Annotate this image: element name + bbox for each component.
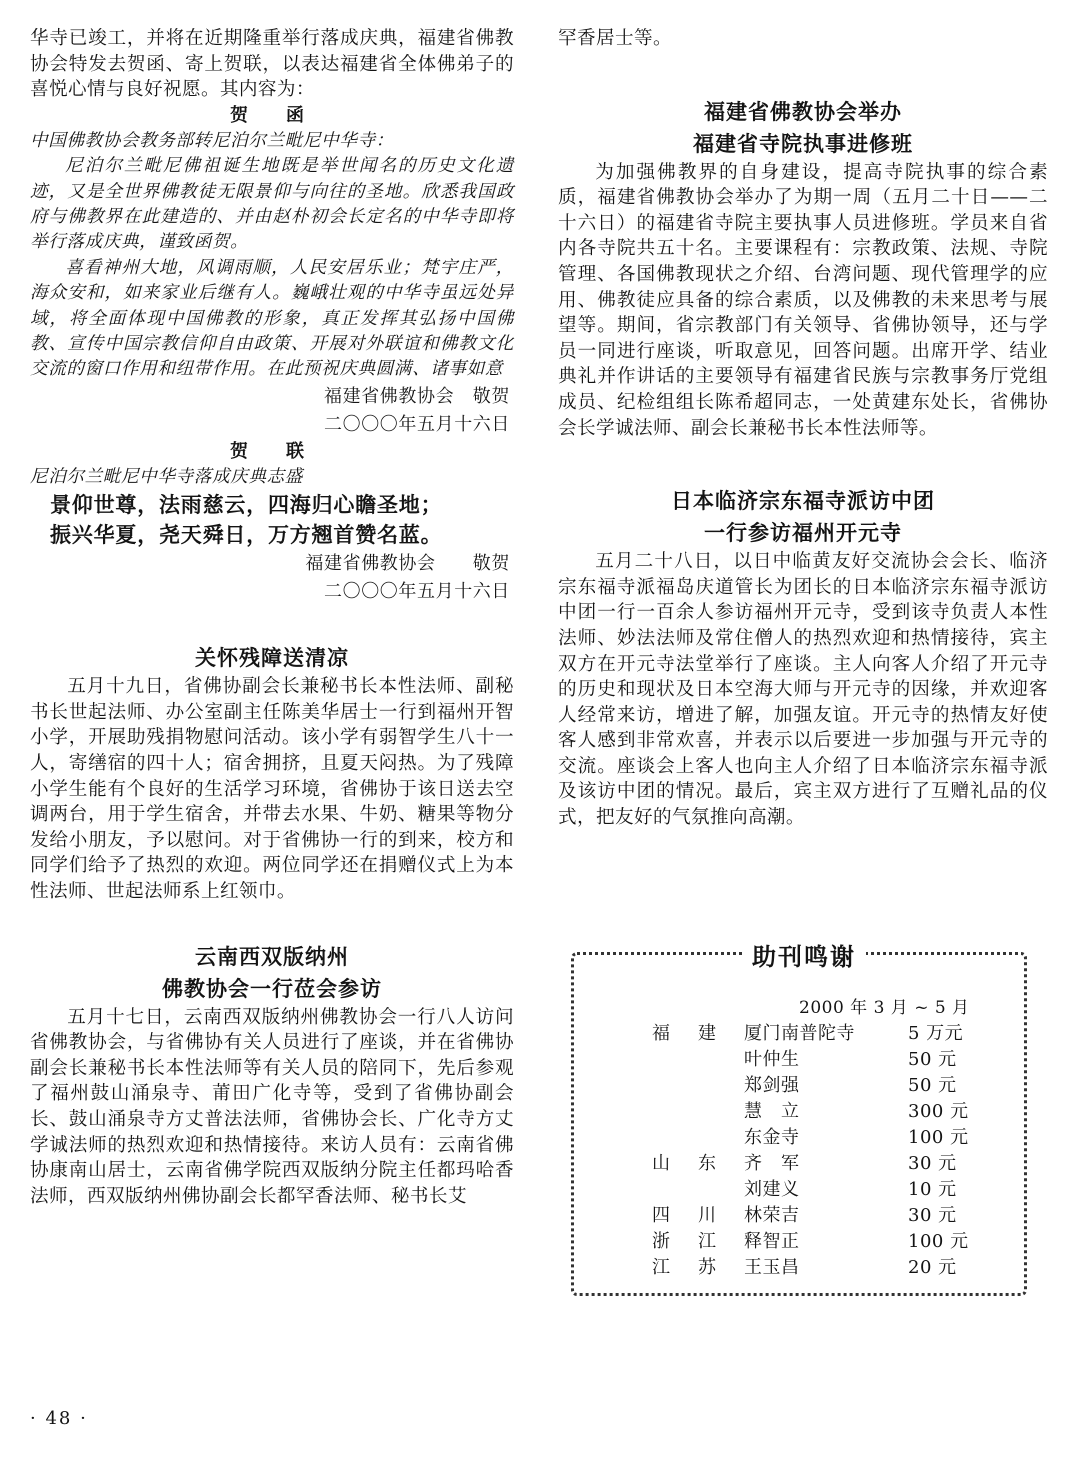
donor-amount: 100 元 — [908, 1127, 969, 1148]
donor-province — [652, 1097, 744, 1123]
intro-paragraph: 华寺已竣工，并将在近期隆重举行落成庆典，福建省佛教协会特发去贺函、寄上贺联，以表达福建省全体佛弟子的喜悦心情与良好祝愿。其内容为： — [30, 28, 514, 101]
donor-province — [652, 1123, 744, 1149]
donor-amount: 5 万元 — [908, 1023, 964, 1044]
section-title-training-line1: 福建省佛教协会举办 — [704, 99, 902, 124]
donor-row — [652, 1253, 969, 1279]
donor-name: 林荣吉 — [744, 1205, 800, 1226]
couplet-subtitle: 尼泊尔兰毗尼中华寺落成庆典志盛 — [30, 466, 303, 487]
section-title-japan-line1: 日本临济宗东福寺派访中团 — [671, 489, 935, 514]
letter-paragraph-2: 喜看神州大地，风调雨顺，人民安居乐业；梵宇庄严，海众安和，如来家业后继有人。巍峨壮观的中华寺虽远处异域，将全面体现中国佛教的形象，真正发挥其弘扬中国佛教、宣传中国宗教信仰自由政策、开展对外联谊和佛教文化交流的窗口作用和纽带作用。在此预祝庆典圆满、诸事如意 — [30, 257, 514, 380]
donor-row — [652, 1201, 969, 1227]
donor-amount: 100 元 — [908, 1231, 969, 1252]
donor-amount: 10 元 — [908, 1179, 957, 1200]
section-body-disability-care: 五月十九日，省佛协副会长兼秘书长本性法师、副秘书长世起法师、办公室副主任陈美华居士一行到福州开智小学，开展助残捐物慰问活动。该小学有弱智学生八十一人，寄缮宿的四十人；宿舍拥挤，且夏天闷热。为了残障小学生能有个良好的生活学习环境，省佛协于该日送去空调两台，用于学生宿舍，并带去水果、牛奶、糖果等物分发给小朋友，予以慰问。对于省佛协一行的到来，校方和同学们给予了热烈的欢迎。两位同学还在捐赠仪式上为本性法师、世起法师系上红领巾。 — [30, 676, 514, 902]
donor-amount: 20 元 — [908, 1257, 957, 1278]
donor-province — [652, 1175, 744, 1201]
acknowledgement-period: 2000 年 3 月 ~ 5 月 — [799, 998, 970, 1018]
donor-row — [652, 1227, 969, 1253]
section-body-japan: 五月二十八日，以日中临黄友好交流协会会长、临济宗东福寺派福岛庆道管长为团长的日本临济宗东福寺派访中团一行一百余人参访福州开元寺，受到该寺负责人本性法师、妙法法师及常住僧人的热烈欢迎和热情接待，宾主双方在开元寺法堂举行了座谈。主人向客人介绍了开元寺的历史和现状及日本空海大师与开元寺的因缘，并欢迎客人经常来访，增进了解，加强友谊。开元寺的热情友好使客人感到非常欢喜，并表示以后要进一步加强与开元寺的交流。座谈会上客人也向主人介绍了日本临济宗东福寺派及该访中团的情况。最后，宾主双方进行了互赠礼品的仪式，把友好的气氛推向高潮。 — [558, 551, 1048, 829]
donor-row — [652, 1175, 969, 1201]
couplet-signature-org: 福建省佛教协会 敬贺 — [305, 553, 510, 575]
donor-province: 四川 — [652, 1205, 744, 1226]
donor-amount: 50 元 — [908, 1049, 957, 1070]
donor-province: 福建 — [652, 1023, 744, 1044]
donor-name: 厦门南普陀寺 — [744, 1023, 855, 1044]
donor-name: 慧 立 — [744, 1101, 800, 1122]
donor-amount: 30 元 — [908, 1153, 957, 1174]
section-title-disability-care: 关怀残障送清凉 — [195, 646, 349, 671]
letter-signature-org: 福建省佛教协会 敬贺 — [324, 385, 510, 407]
donor-province: 江苏 — [652, 1257, 744, 1278]
section-title-training-line2: 福建省寺院执事进修班 — [693, 131, 913, 156]
letter-addressee: 中国佛教协会教务部转尼泊尔兰毗尼中华寺： — [30, 130, 394, 151]
letter-paragraph-1: 尼泊尔兰毗尼佛祖诞生地既是举世闻名的历史文化遗迹，又是全世界佛教徒无限景仰与向往的圣地。欣悉我国政府与佛教界在此建造的、并由赵朴初会长定名的中华寺即将举行落成庆典，谨致函贺。 — [30, 156, 514, 253]
acknowledgement-box — [571, 943, 1027, 1296]
donor-name: 齐 军 — [744, 1153, 800, 1174]
donor-name: 释智正 — [744, 1231, 800, 1252]
donor-amount: 300 元 — [908, 1101, 969, 1122]
donor-province — [652, 1045, 744, 1071]
couplet-line-1: 景仰世尊，法雨慈云，四海归心瞻圣地； — [50, 493, 443, 518]
donor-row — [652, 1019, 969, 1045]
donor-province: 浙江 — [652, 1231, 744, 1252]
page-number: · 48 · — [30, 1408, 88, 1429]
section-title-yunnan-line2: 佛教协会一行莅会参访 — [162, 976, 382, 1001]
donor-row — [652, 1097, 969, 1123]
couplet-heading: 贺 联 — [230, 440, 314, 462]
donor-name: 刘建义 — [744, 1179, 800, 1200]
section-body-training: 为加强佛教界的自身建设，提高寺院执事的综合素质，福建省佛教协会举办了为期一周（五月二十日——二十六日）的福建省寺院主要执事人员进修班。学员来自省内各寺院共五十名。主要课程有：宗教政策、法规、寺院管理、各国佛教现状之介绍、台湾问题、现代管理学的应用、佛教徒应具备的综合素质，以及佛教的未来思考与展望等。期间，省宗教部门有关领导、省佛协领导，还与学员一同进行座谈，听取意见，回答问题。出席开学、结业典礼并作讲话的主要领导有福建省民族与宗教事务厅党组成员、纪检组组长陈希超同志，一处黄建东处长，省佛协会长学诚法师、副会长兼秘书长本性法师等。 — [558, 161, 1048, 439]
couplet-signature-date: 二〇〇〇年五月十六日 — [324, 581, 510, 603]
left-column — [30, 26, 514, 1209]
donor-row — [652, 1045, 969, 1071]
acknowledgement-title: 助刊鸣谢 — [742, 937, 866, 972]
continued-text: 罕香居士等。 — [558, 28, 672, 49]
donor-province — [652, 1071, 744, 1097]
right-column — [558, 26, 1048, 831]
donor-name: 东金寺 — [744, 1127, 800, 1148]
donor-province: 山东 — [652, 1153, 744, 1174]
donor-name: 王玉昌 — [744, 1257, 800, 1278]
section-body-yunnan: 五月十七日，云南西双版纳州佛教协会一行八人访问省佛教协会，与省佛协有关人员进行了座谈，并在省佛协副会长兼秘书长本性法师等有关人员的陪同下，先后参观了福州鼓山涌泉寺、莆田广化寺等，受到了省佛协副会长、鼓山涌泉寺方丈普法法师，省佛协会长、广化寺方丈学诚法师的热烈欢迎和热情接待。来访人员有：云南省佛协康南山居士，云南省佛学院西双版纳分院主任都玛哈香法师，西双版纳州佛协副会长都罕香法师、秘书长艾 — [30, 1006, 514, 1207]
letter-heading: 贺 函 — [230, 104, 314, 126]
section-title-japan-line2: 一行参访福州开元寺 — [704, 521, 902, 546]
donor-amount: 50 元 — [908, 1075, 957, 1096]
donor-row — [652, 1123, 969, 1149]
donor-name: 叶仲生 — [744, 1049, 800, 1070]
donor-row — [652, 1071, 969, 1097]
section-title-yunnan-line1: 云南西双版纳州 — [195, 944, 349, 969]
donor-name: 郑剑强 — [744, 1075, 800, 1096]
donor-amount: 30 元 — [908, 1205, 957, 1226]
couplet-line-2: 振兴华夏，尧天舜日，万方翘首赞名蓝。 — [50, 523, 443, 548]
donor-table — [652, 1019, 969, 1279]
letter-signature-date: 二〇〇〇年五月十六日 — [324, 413, 510, 435]
donor-row — [652, 1149, 969, 1175]
